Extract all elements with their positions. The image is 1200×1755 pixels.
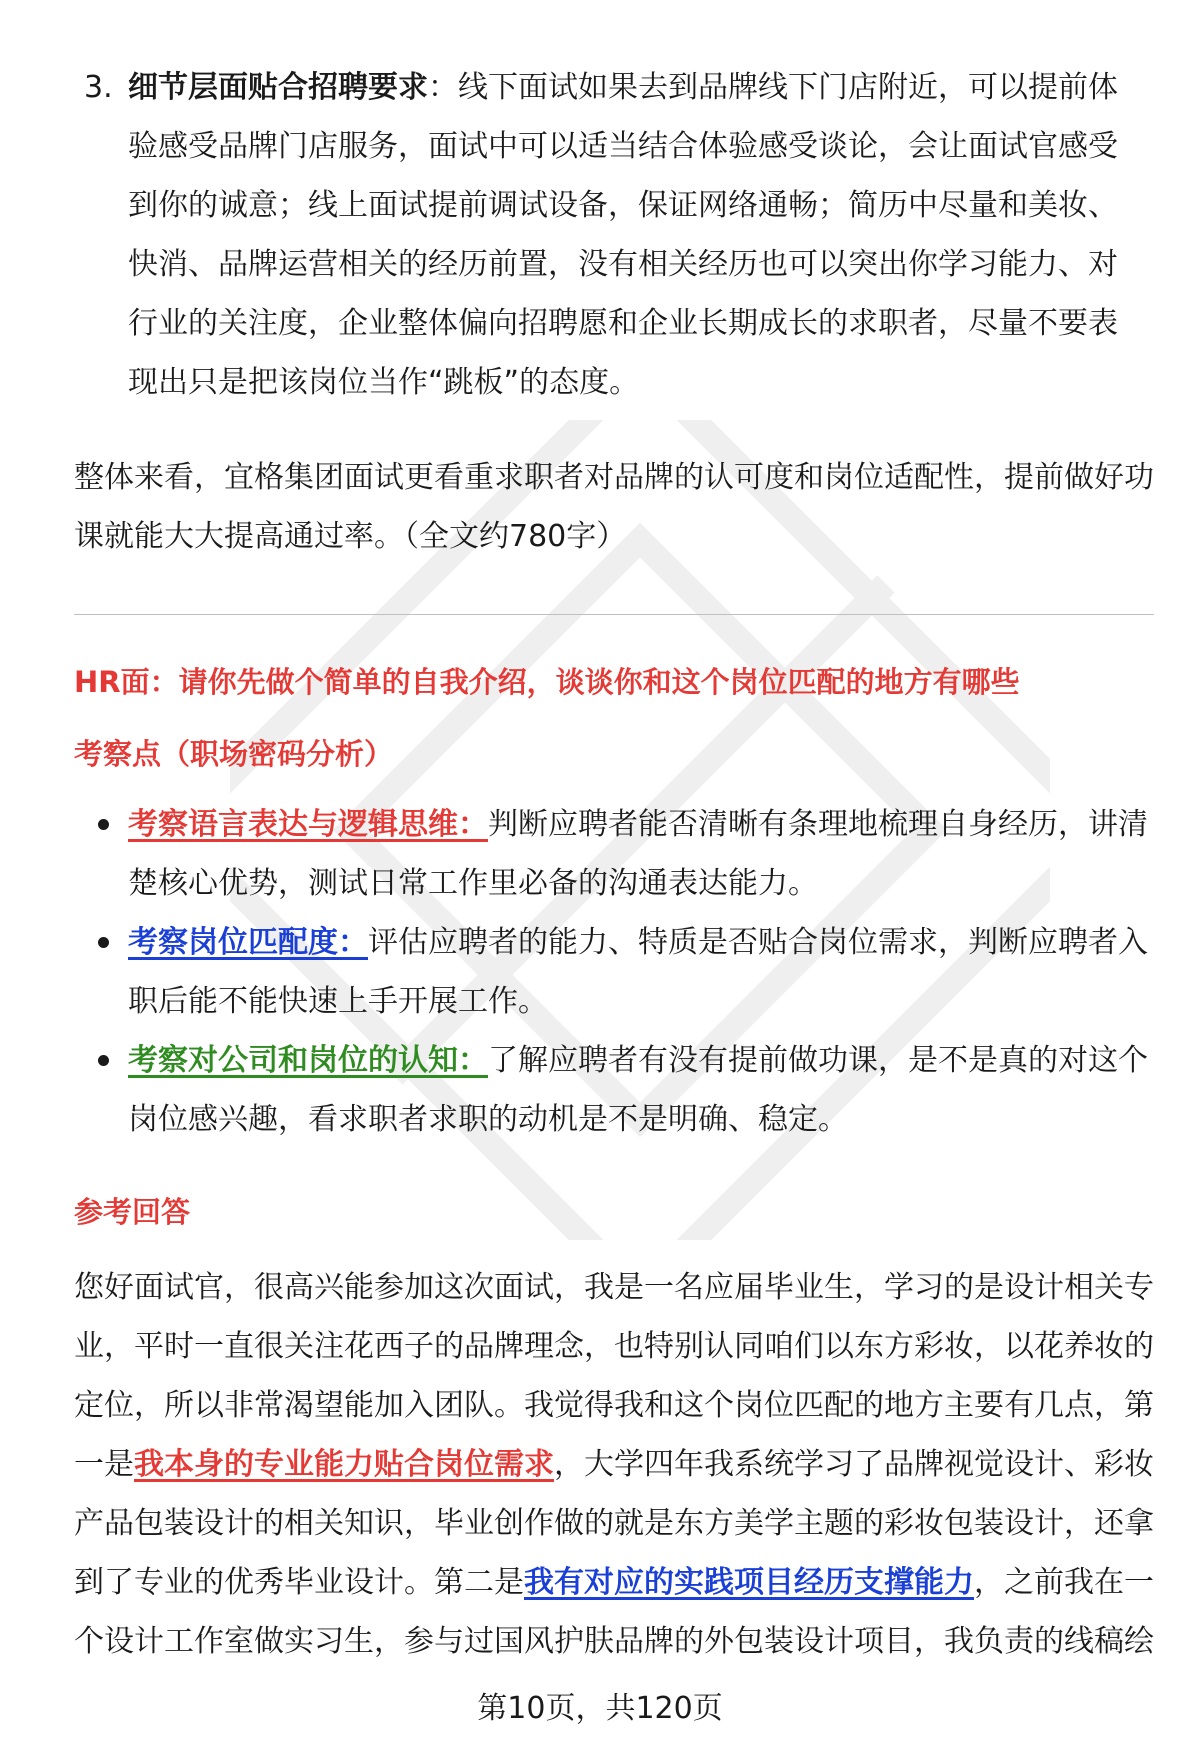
list-item-text: 线下面试如果去到品牌线下门店附近，可以提前体验感受品牌门店服务，面试中可以适当结合体验感受谈论，会让面试官感受到你的诚意；线上面试提前调试设备，保证网络通畅；简历中尽量和美妆、快消、品牌运营相关的经历前置，没有相关经历也可以突出你学习能力、对行业的关注度，企业整体偏向招聘愿和企业长期成长的求职者，尽量不要表现出只是把该岗位当作“跳板”的态度。	[128, 70, 1118, 400]
point-text: 判断应聘者能否清晰有条理地梳理自身经历，讲清楚核心优势，测试日常工作里必备的沟通表达能力。	[128, 807, 1148, 901]
answer-highlight: 我本身的专业能力贴合岗位需求	[134, 1447, 554, 1482]
list-item-body	[128, 58, 1144, 412]
point-text: 了解应聘者有没有提前做功课，是不是真的对这个岗位感兴趣，看求职者求职的动机是不是明确、稳定。	[128, 1043, 1148, 1137]
analysis-point	[74, 795, 1154, 913]
analysis-heading: 考察点（职场密码分析）	[74, 737, 394, 771]
point-keyword: 考察语言表达与逻辑思维：	[128, 807, 488, 842]
analysis-points	[74, 795, 1154, 1149]
point-text: 评估应聘者的能力、特质是否贴合岗位需求，判断应聘者入职后能不能快速上手开展工作。	[128, 925, 1148, 1019]
list-item-separator: ：	[428, 70, 458, 105]
point-keyword: 考察岗位匹配度：	[128, 925, 368, 960]
analysis-point	[74, 1031, 1154, 1149]
list-item-number: 3.	[84, 70, 113, 105]
answer-highlight: 我有对应的实践项目经历支撑能力	[524, 1565, 974, 1600]
bullet-icon	[98, 819, 109, 830]
numbered-list-item	[84, 58, 1144, 412]
page-number: 第10页，共120页	[477, 1691, 723, 1726]
question-heading: HR面：请你先做个简单的自我介绍，谈谈你和这个岗位匹配的地方有哪些	[74, 665, 1020, 699]
section-divider	[74, 614, 1154, 615]
answer-heading: 参考回答	[74, 1195, 191, 1229]
list-item-title: 细节层面贴合招聘要求	[128, 70, 428, 105]
answer-text: ，大学四年我系统学习了品牌视觉设计、彩妆产品包装设计的相关知识，毕业创作做的就是东方美学主题的彩妆包装设计，还拿到了专业的优秀毕业设计。第二是	[74, 1447, 1154, 1600]
answer-paragraph	[74, 1258, 1154, 1671]
answer-text: ，之前我在一个设计工作室做实习生，参与过国风护肤品牌的外包装设计项目，我负责的线稿绘	[74, 1565, 1154, 1659]
point-keyword: 考察对公司和岗位的认知：	[128, 1043, 488, 1078]
summary-paragraph: 整体来看，宜格集团面试更看重求职者对品牌的认可度和岗位适配性，提前做好功课就能大大提高通过率。（全文约780字）	[74, 460, 1154, 554]
bullet-icon	[98, 1055, 109, 1066]
analysis-point	[74, 913, 1154, 1031]
answer-text: 您好面试官，很高兴能参加这次面试，我是一名应届毕业生，学习的是设计相关专业，平时一直很关注花西子的品牌理念，也特别认同咱们以东方彩妆，以花养妆的定位，所以非常渴望能加入团队。我觉得我和这个岗位匹配的地方主要有几点，第一是	[74, 1270, 1154, 1482]
bullet-icon	[98, 937, 109, 948]
